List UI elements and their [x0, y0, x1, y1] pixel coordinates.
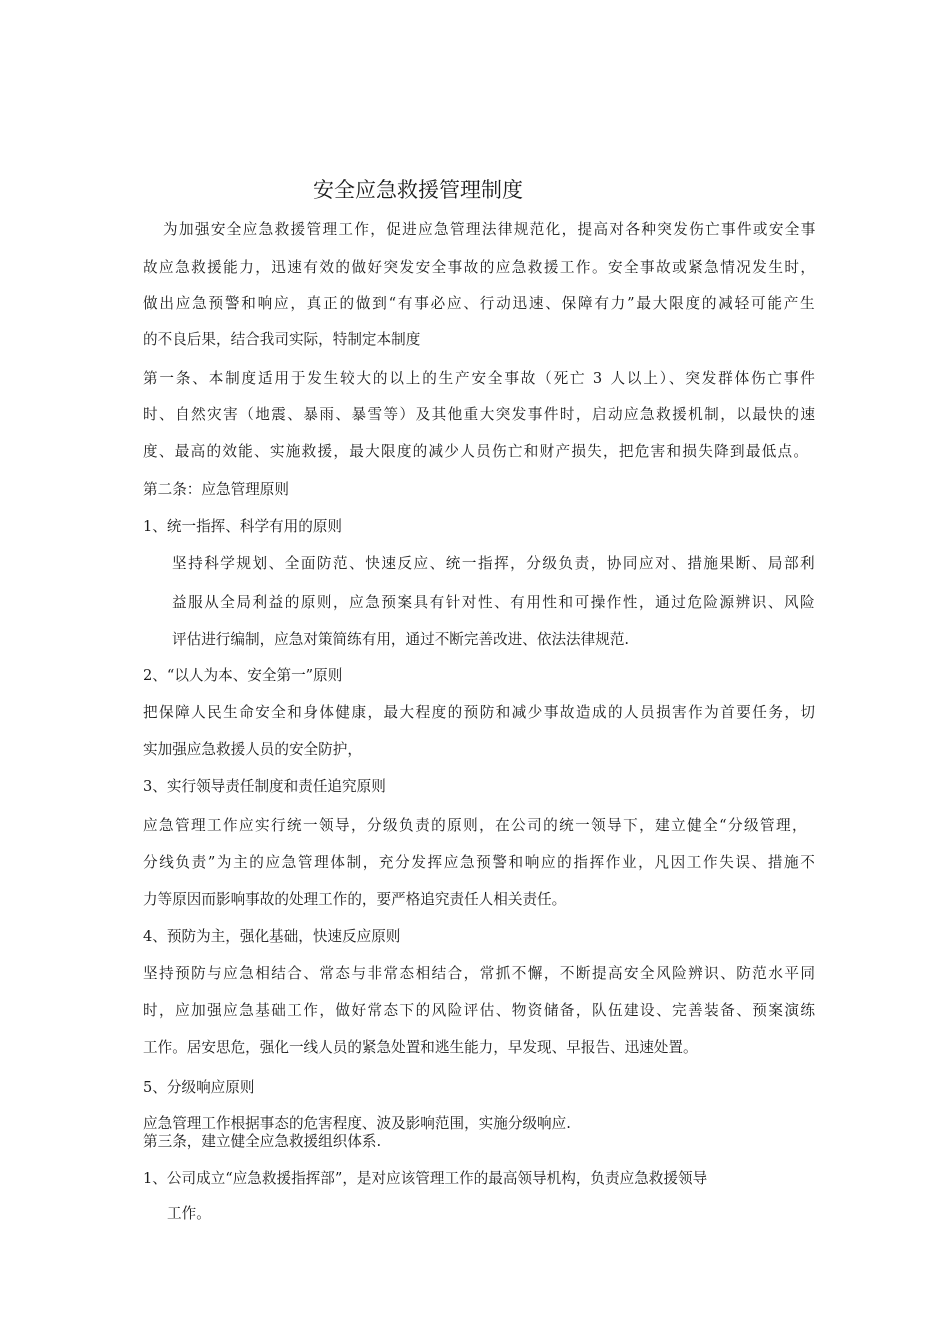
sub-heading: 5、分级响应原则: [143, 1079, 255, 1096]
body-line: 时，应加强应急基础工作，做好常态下的风险评估、物资储备，队伍建设、完善装备、预案演练: [143, 1002, 817, 1019]
body-line: 第一条、本制度适用于发生较大的以上的生产安全事故（死亡 3 人以上）、突发群体伤亡事件: [143, 370, 817, 387]
body-line: 时、自然灾害（地震、暴雨、暴雪等）及其他重大突发事件时，启动应急救援机制，以最快的速: [143, 406, 817, 423]
sub-heading: 4、预防为主，强化基础，快速反应原则: [143, 928, 401, 945]
body-line: 度、最高的效能、实施救援，最大限度的减少人员伤亡和财产损失，把危害和损失降到最低点。: [143, 443, 810, 460]
body-line: 益服从全局利益的原则，应急预案具有针对性、有用性和可操作性，通过危险源辨识、风险: [172, 594, 817, 611]
body-line: 实加强应急救援人员的安全防护，: [143, 741, 362, 758]
body-line: 分线负责”为主的应急管理体制，充分发挥应急预警和响应的指挥作业，凡因工作失误、措施不: [143, 854, 817, 871]
body-line: 把保障人民生命安全和身体健康，最大程度的预防和减少事故造成的人员损害作为首要任务，切: [143, 704, 817, 721]
body-line: 故应急救援能力，迅速有效的做好突发安全事故的应急救援工作。安全事故或紧急情况发生时，: [143, 259, 817, 276]
page-title: 安全应急救援管理制度: [313, 178, 523, 202]
body-line: 1、公司成立“应急救援指挥部”，是对应该管理工作的最高领导机构，负责应急救援领导: [143, 1170, 708, 1187]
body-line: 做出应急预警和响应，真正的做到“有事必应、行动迅速、保障有力”最大限度的减轻可能产生: [143, 295, 817, 312]
sub-heading: 1、统一指挥、科学有用的原则: [143, 518, 343, 535]
section-heading: 第三条，建立健全应急救援组织体系.: [143, 1133, 382, 1150]
sub-heading: 3、实行领导责任制度和责任追究原则: [143, 778, 386, 795]
body-line: 坚持科学规划、全面防范、快速反应、统一指挥，分级负责，协同应对、措施果断、局部利: [172, 555, 817, 572]
section-heading: 第二条：应急管理原则: [143, 481, 289, 498]
body-line: 坚持预防与应急相结合、常态与非常态相结合，常抓不懈，不断提高安全风险辨识、防范水平同: [143, 965, 817, 982]
body-line: 为加强安全应急救援管理工作，促进应急管理法律规范化，提高对各种突发伤亡事件或安全事: [163, 221, 817, 238]
body-line: 应急管理工作根据事态的危害程度、波及影响范围，实施分级响应.: [143, 1115, 571, 1132]
body-line: 的不良后果，结合我司实际，特制定本制度: [143, 331, 421, 348]
body-line: 工作。居安思危，强化一线人员的紧急处置和逃生能力，早发现、早报告、迅速处置。: [143, 1039, 698, 1056]
body-line: 力等原因而影响事故的处理工作的，要严格追究责任人相关责任。: [143, 891, 567, 908]
body-line: 应急管理工作应实行统一领导，分级负责的原则，在公司的统一领导下，建立健全“分级管理，: [143, 817, 809, 834]
sub-heading: 2、“以人为本、安全第一”原则: [143, 667, 343, 684]
body-line: 工作。: [167, 1205, 211, 1222]
body-line: 评估进行编制，应急对策简练有用，通过不断完善改进、依法法律规范.: [172, 631, 630, 648]
